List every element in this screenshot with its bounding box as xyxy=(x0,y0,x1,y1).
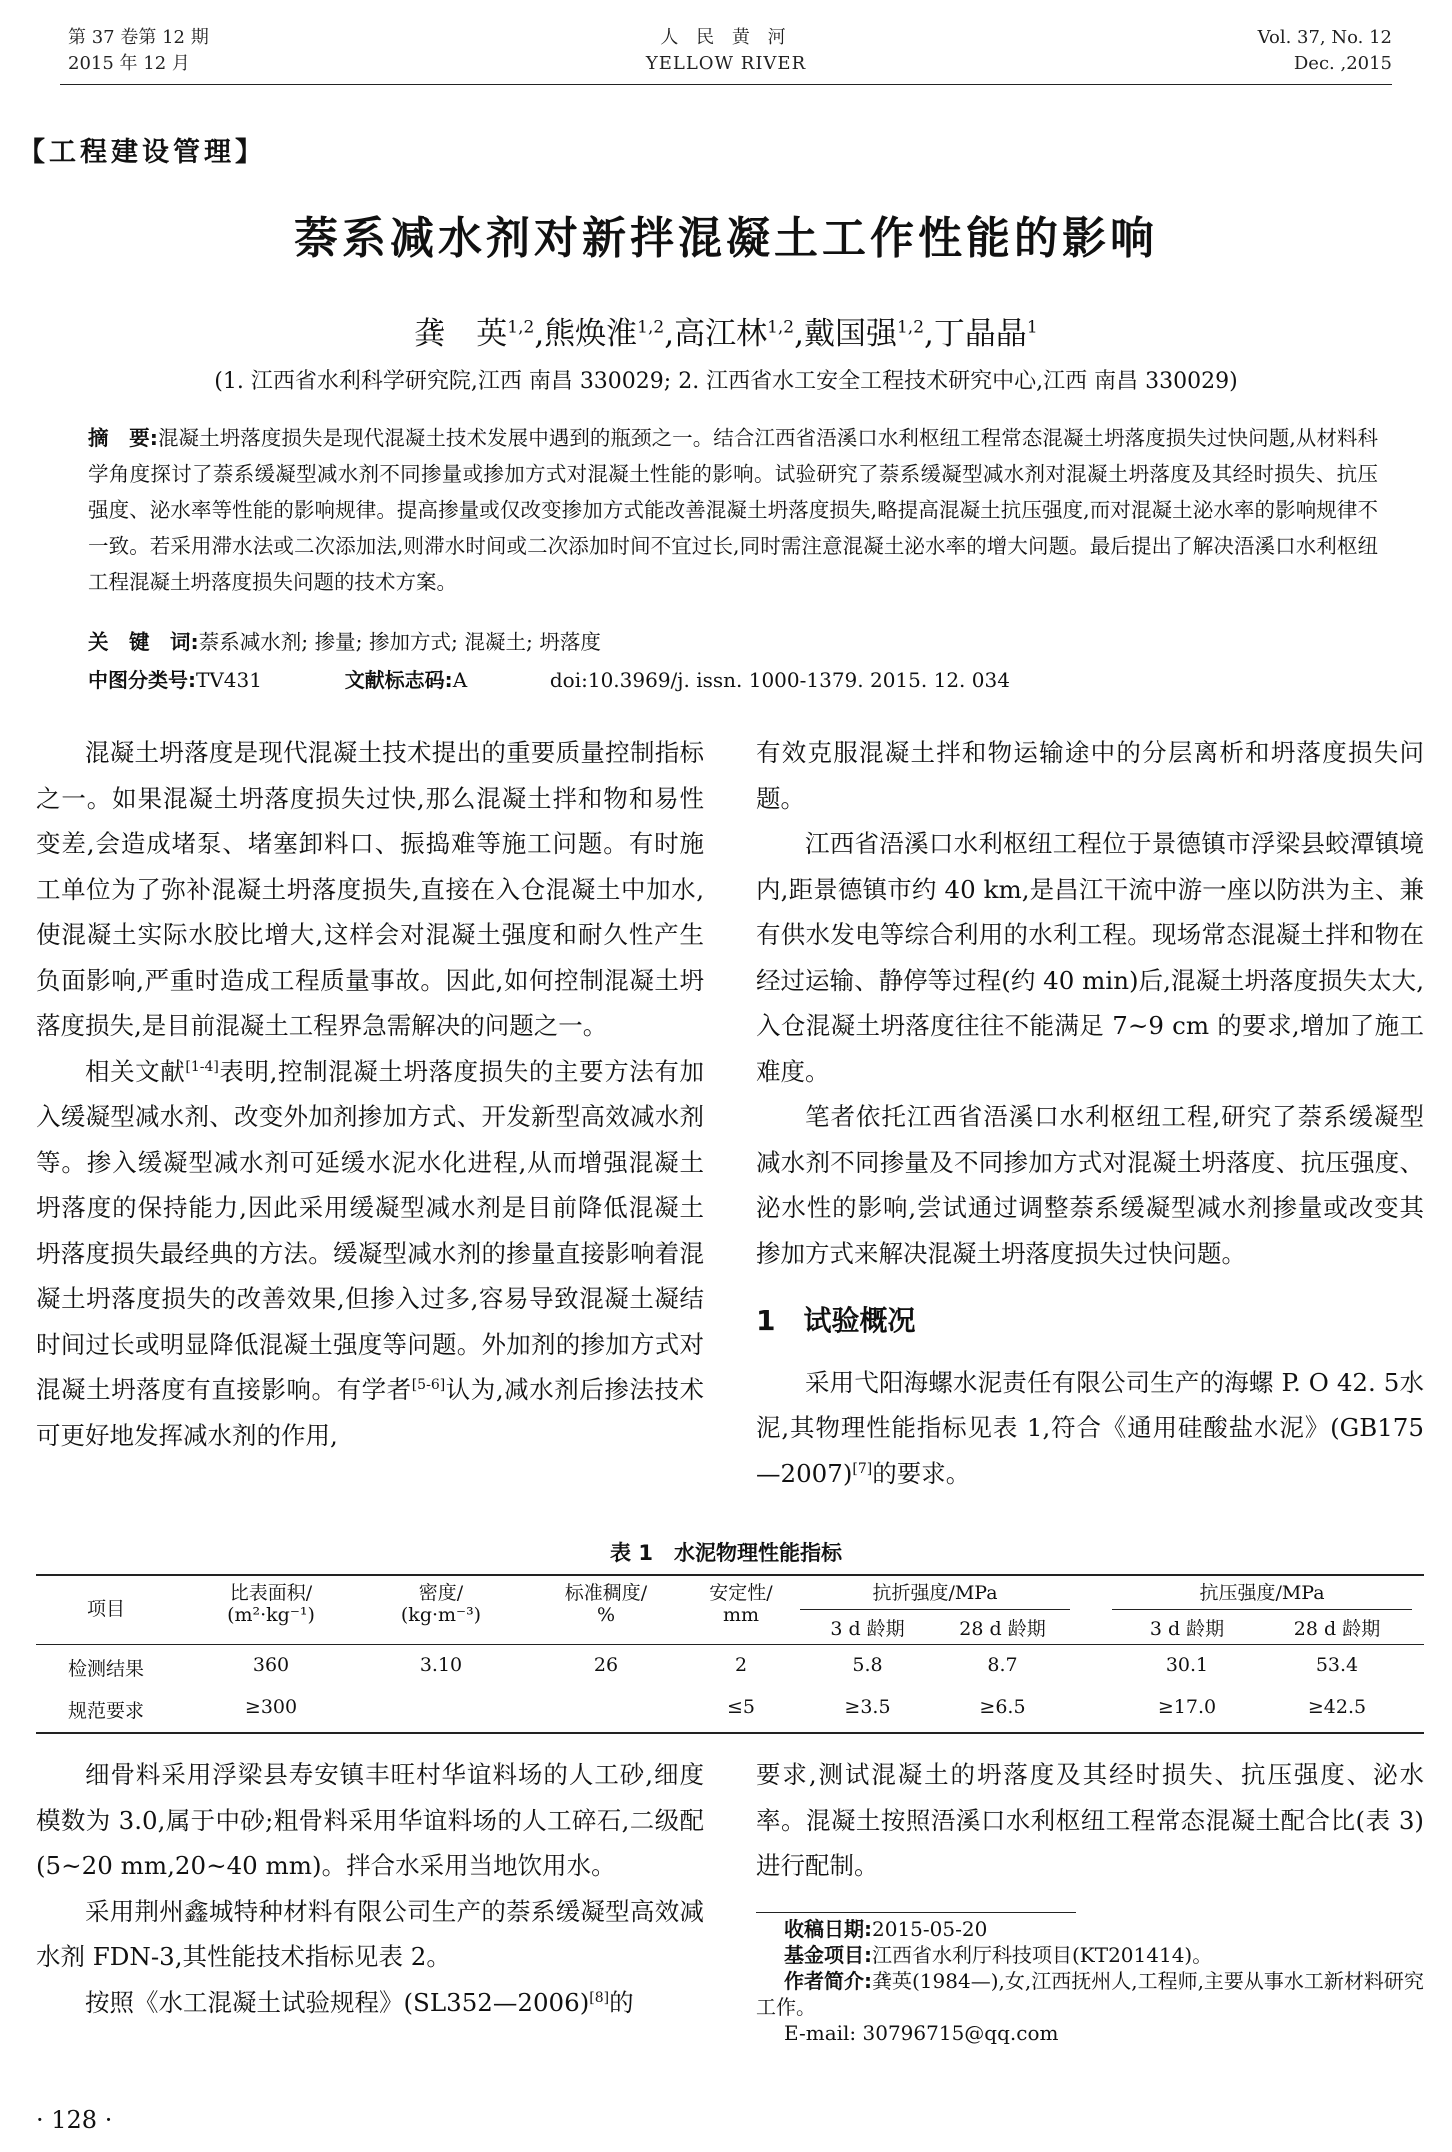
cell-flex-28d: ≥6.5 xyxy=(979,1696,1026,1718)
table1-bottom-rule xyxy=(36,1732,1424,1734)
cell-comp-28d: ≥42.5 xyxy=(1307,1696,1367,1718)
journal-volume-en: Vol. 37, No. 12 xyxy=(1257,27,1392,48)
section-heading-1: 1 试验概况 xyxy=(756,1304,916,1337)
table1-compressive-underline xyxy=(1112,1609,1412,1610)
th-flex-28d: 28 d 龄期 xyxy=(959,1618,1046,1640)
footnote xyxy=(756,1916,1424,2046)
intro-paragraph-4: 笔者依托江西省浯溪口水利枢纽工程,研究了萘系缓凝型减水剂不同掺量及不同掺加方式对混凝土坍落度、抗压强度、泌水性的影响,尝试通过调整萘系缓凝型减水剂掺量或改变其掺加方式来解决混凝土坍落度损失过快问题。 xyxy=(756,1102,1424,1268)
classification-line xyxy=(88,664,1378,693)
cell-specific-surface: ≥300 xyxy=(244,1696,298,1718)
th-flex-3d: 3 d 龄期 xyxy=(830,1618,905,1640)
test-paragraph-cont: 要求,测试混凝土的坍落度及其经时损失、抗压强度、泌水率。混凝土按照浯溪口水利枢纽工程常态混凝土配合比(表 3)进行配制。 xyxy=(756,1760,1424,1880)
cell-soundness: ≤5 xyxy=(726,1696,755,1718)
th-soundness-unit: mm xyxy=(722,1604,760,1626)
table1-caption: 表 1 水泥物理性能指标 xyxy=(610,1541,842,1565)
abstract-text: 混凝土坍落度损失是现代混凝土技术发展中遇到的瓶颈之一。结合江西省浯溪口水利枢纽工程常态混凝土坍落度损失过快问题,从材料科学角度探讨了萘系缓凝型减水剂不同掺量或掺加方式对混凝土性能的影响。试验研究了萘系缓凝型减水剂对混凝土坍落度及其经时损失、抗压强度、泌水率等性能的影响规律。提高掺量或仅改变掺加方式能改善混凝土坍落度损失,略提高混凝土抗压强度,而对混凝土泌水率的影响规律不一致。若采用滞水法或二次添加法,则滞水时间或二次添加时间不宜过长,同时需注意混凝土泌水率的增大问题。最后提出了解决浯溪口水利枢纽工程混凝土坍落度损失问题的技术方案。 xyxy=(88,426,1378,594)
table1-flexural-underline xyxy=(800,1609,1070,1610)
table-row xyxy=(36,1696,1424,1730)
author-5: 丁晶晶$^1$ xyxy=(933,316,1038,352)
citation-1-4: [1-4] xyxy=(185,1058,219,1075)
cell-comp-28d: 53.4 xyxy=(1315,1654,1359,1676)
author-4: 戴国强$^{1,2}$, xyxy=(803,316,934,352)
materials-paragraph-aggregate: 细骨料采用浮梁县寿安镇丰旺村华谊料场的人工砂,细度模数为 3.0,属于中砂;粗骨料采用华谊料场的人工碎石,二级配(5~20 mm,20~40 mm)。拌合水采用当地饮用水。 xyxy=(36,1760,704,1880)
th-comp-3d: 3 d 龄期 xyxy=(1149,1618,1225,1640)
cell-flex-3d: ≥3.5 xyxy=(844,1696,891,1718)
journal-date-en: Dec. ,2015 xyxy=(1293,53,1392,74)
intro-paragraph-2-cont: 有效克服混凝土拌和物运输途中的分层离析和坍落度损失问题。 xyxy=(756,738,1424,813)
keywords-text: 萘系减水剂; 掺量; 掺加方式; 混凝土; 坍落度 xyxy=(198,630,601,654)
author-list xyxy=(0,308,1452,353)
body-left-column-top xyxy=(36,730,704,1458)
citation-8: [8] xyxy=(589,1989,610,2006)
cell-item: 检测结果 xyxy=(67,1658,144,1680)
table1-top-rule xyxy=(36,1574,1424,1576)
doc-code-value: A xyxy=(452,668,468,692)
cell-flex-28d: 8.7 xyxy=(987,1654,1018,1676)
th-item: 项目 xyxy=(86,1598,125,1620)
affiliations: (1. 江西省水利科学研究院,江西 南昌 330029; 2. 江西省水工安全工程技术研究中心,江西 南昌 330029) xyxy=(214,369,1238,394)
clc-label: 中图分类号: xyxy=(88,668,196,692)
th-soundness: 安定性/ xyxy=(709,1582,773,1604)
doc-code-label: 文献标志码: xyxy=(344,668,453,692)
th-compressive: 抗压强度/MPa xyxy=(1199,1582,1325,1604)
fund-project: 基金项目:江西省水利厅科技项目(KT201414)。 xyxy=(784,1943,1213,1967)
body-left-column-bottom xyxy=(36,1752,704,2025)
cell-item: 规范要求 xyxy=(67,1700,144,1722)
author-bio: 作者简介:龚英(1984—),女,江西抚州人,工程师,主要从事水工新材料研究工作。 xyxy=(756,1969,1424,2019)
th-consistency-unit: % xyxy=(596,1604,616,1626)
th-flexural: 抗折强度/MPa xyxy=(872,1582,998,1604)
cell-density: 3.10 xyxy=(419,1654,463,1676)
received-date: 收稿日期:2015-05-20 xyxy=(784,1917,988,1941)
citation-7: [7] xyxy=(852,1460,873,1477)
intro-paragraph-1: 混凝土坍落度是现代混凝土技术提出的重要质量控制指标之一。如果混凝土坍落度损失过快,那么混凝土拌和物和易性变差,会造成堵泵、堵塞卸料口、振捣难等施工问题。有时施工单位为了弥补混凝土坍落度损失,直接在入仓混凝土中加水,使混凝土实际水胶比增大,这样会对混凝土强度和耐久性产生负面影响,严重时造成工程质量事故。因此,如何控制混凝土坍落度损失,是目前混凝土工程界急需解决的问题之一。 xyxy=(36,738,704,1040)
body-right-column-top xyxy=(756,730,1424,1496)
keywords-label: 关 键 词: xyxy=(88,630,199,654)
abstract-label: 摘 要: xyxy=(88,426,158,450)
table-row xyxy=(36,1654,1424,1688)
citation-5-6: [5-6] xyxy=(411,1376,446,1393)
materials-paragraph-test: 按照《水工混凝土试验规程》(SL352—2006)[8]的 xyxy=(85,1987,634,2017)
journal-name-en: YELLOW RIVER xyxy=(645,53,807,74)
materials-paragraph-admixture: 采用荆州鑫城特种材料有限公司生产的萘系缓凝型高效减水剂 FDN-3,其性能技术指标见表 2。 xyxy=(36,1896,704,1971)
th-comp-28d: 28 d 龄期 xyxy=(1293,1618,1381,1640)
clc-value: TV431 xyxy=(196,668,262,692)
cell-flex-3d: 5.8 xyxy=(852,1654,883,1676)
section1-paragraph-1: 采用弋阳海螺水泥责任有限公司生产的海螺 P. O 42. 5水泥,其物理性能指标见表 1,符合《通用硅酸盐水泥》(GB175—2007)[7]的要求。 xyxy=(756,1367,1424,1488)
section-tag: 【工程建设管理】 xyxy=(18,137,266,168)
th-specific-surface: 比表面积/ xyxy=(229,1582,313,1604)
footnote-rule xyxy=(756,1912,1076,1913)
intro-paragraph-3: 江西省浯溪口水利枢纽工程位于景德镇市浮梁县蛟潭镇境内,距景德镇市约 40 km,是昌江干流中游一座以防洪为主、兼有供水发电等综合利用的水利工程。现场常态混凝土拌和物在经过运输、静停等过程(约 40 min)后,混凝土坍落度损失太大,入仓混凝土坍落度往往不能满足 7~9 cm 的要求,增加了施工难度。 xyxy=(756,829,1424,1086)
abstract xyxy=(88,420,1378,600)
author-email: E-mail: 30796715@qq.com xyxy=(784,2021,1059,2045)
doi: doi:10.3969/j. issn. 1000-1379. 2015. 12. 034 xyxy=(549,668,1010,692)
paper-title: 萘系减水剂对新拌混凝土工作性能的影响 xyxy=(294,213,1158,264)
journal-name-cn: 人 民 黄 河 xyxy=(660,27,792,48)
journal-volume-issue: 第 37 卷第 12 期 xyxy=(68,27,209,48)
cell-specific-surface: 360 xyxy=(252,1654,290,1676)
cell-comp-3d: ≥17.0 xyxy=(1157,1696,1217,1718)
header-rule xyxy=(60,84,1392,85)
keywords xyxy=(88,624,1378,660)
journal-date: 2015 年 12 月 xyxy=(68,53,190,74)
author-3: 高江林$^{1,2}$, xyxy=(674,316,804,352)
th-consistency: 标准稠度/ xyxy=(564,1582,648,1604)
author-1: 龚 英$^{1,2}$, xyxy=(414,316,545,352)
cell-comp-3d: 30.1 xyxy=(1165,1654,1209,1676)
body-right-column-bottom xyxy=(756,1752,1424,1889)
page-number: · 128 · xyxy=(36,2106,113,2134)
table1-header-rule xyxy=(36,1644,1424,1645)
th-density-unit: (kg·m⁻³) xyxy=(400,1604,482,1626)
cell-soundness: 2 xyxy=(734,1654,748,1676)
cell-consistency: 26 xyxy=(593,1654,619,1676)
intro-paragraph-2: 相关文献[1-4]表明,控制混凝土坍落度损失的主要方法有加入缓凝型减水剂、改变外加剂掺加方式、开发新型高效减水剂等。掺入缓凝型减水剂可延缓水泥水化进程,从而增强混凝土坍落度的保持能力,因此采用缓凝型减水剂是目前降低混凝土坍落度损失最经典的方法。缓凝型减水剂的掺量直接影响着混凝土坍落度损失的改善效果,但掺入过多,容易导致混凝土凝结时间过长或明显降低混凝土强度等问题。外加剂的掺加方式对混凝土坍落度有直接影响。有学者[5-6]认为,减水剂后掺法技术可更好地发挥减水剂的作用, xyxy=(36,1056,704,1450)
author-2: 熊焕淮$^{1,2}$, xyxy=(544,316,675,352)
th-density: 密度/ xyxy=(418,1582,464,1604)
th-specific-surface-unit: (m²·kg⁻¹) xyxy=(227,1604,315,1626)
